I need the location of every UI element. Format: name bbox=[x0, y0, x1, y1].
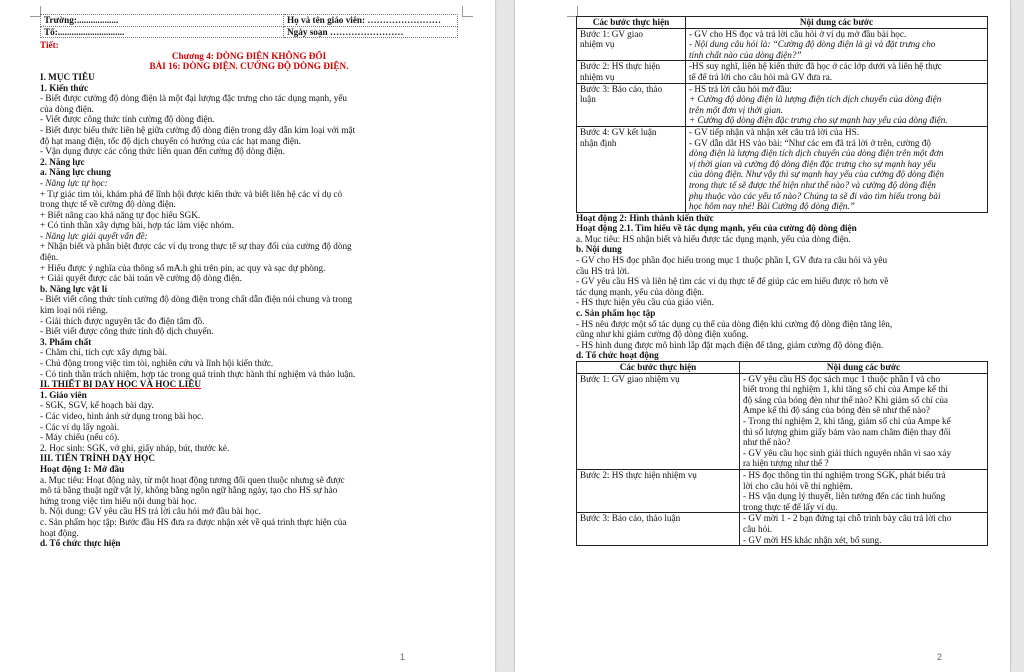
text-line: - Biết được cường độ dòng điện là một đại lượng đặc trưng cho tác dụng mạnh, yếu bbox=[40, 93, 347, 104]
content-line: biết trong thí nghiệm 1, khi tăng số chỉ của Ampe kế thì bbox=[743, 384, 948, 395]
table-header: Các bước thực hiện bbox=[577, 17, 686, 29]
page-2-body bbox=[576, 213, 988, 361]
text-line: + Giải quyết được các bài toán về cường độ dòng điện. bbox=[40, 273, 242, 284]
text-line: c. Sản phẩm học tập bbox=[576, 308, 656, 319]
table-header: Các bước thực hiện bbox=[577, 362, 740, 374]
table-row bbox=[577, 28, 988, 61]
page-number: 2 bbox=[937, 652, 943, 662]
content-line: - GV yêu cầu học sinh giải thích nguyên nhân vì sao xảy bbox=[743, 447, 952, 458]
text-line: a. Mục tiêu: Hoạt động này, từ một hoạt động tương đối quen thuộc nhưng sẽ được bbox=[40, 474, 345, 485]
text-line: hoạt động. bbox=[40, 527, 79, 538]
text-line: II. THIẾT BỊ DẠY HỌC VÀ HỌC LIỆU bbox=[40, 379, 201, 390]
content-line: như thế nào? bbox=[743, 437, 791, 448]
content-line: trong thực tế để lấy ví dụ. bbox=[743, 501, 838, 512]
content-line: Ampe kế thì độ sáng của bóng đèn sẽ như thế nào? bbox=[743, 405, 930, 416]
text-line: a. Mục tiêu: HS nhận biết và hiểu được tác dụng mạnh, yếu của dòng điện. bbox=[576, 233, 851, 244]
content-line: trong thực tế sẽ được thể hiện như thế nào? và cường độ dòng điện bbox=[689, 179, 936, 190]
content-line: - GV mời HS khác nhận xét, bổ sung. bbox=[743, 534, 882, 545]
text-line: - GV yêu cầu HS và liên hệ tìm các ví dụ thực tế để giúp các em hiểu được rõ hơn về bbox=[576, 276, 889, 287]
steps-table-1 bbox=[576, 16, 988, 213]
text-line: - Năng lực tự học: bbox=[40, 177, 108, 188]
step-line: Bước 4: GV kết luận bbox=[580, 126, 657, 137]
page-1-content bbox=[40, 14, 458, 549]
text-line: - HS thực hiện yêu cầu của giáo viên. bbox=[576, 297, 714, 308]
page-2-content bbox=[576, 16, 988, 546]
content-line: tính chất nào của dòng điện?” bbox=[689, 49, 802, 60]
text-line: độ hạt mang điện, tốc độ dịch chuyển có hướng của các hạt mang điện. bbox=[40, 135, 301, 146]
text-line: - Biết viết được công thức tính độ dịch chuyển. bbox=[40, 326, 214, 337]
content-line: dòng điện là lượng điện tích dịch chuyển của dòng điện trên một đơn bbox=[689, 148, 944, 159]
school-field: Trường:.................. bbox=[41, 15, 284, 27]
step-cell bbox=[577, 61, 686, 83]
text-line: Hoạt động 2.1. Tìm hiểu về tác dụng mạnh, yếu của cường độ dòng điện bbox=[576, 223, 857, 234]
step-cell bbox=[577, 28, 686, 61]
content-cell bbox=[740, 373, 988, 469]
steps-table-2 bbox=[576, 361, 988, 546]
text-line: - Viết được công thức tính cường độ dòng điện. bbox=[40, 114, 215, 125]
text-line: + Hiểu được ý nghĩa của thông số mA.h ghi trên pin, ac quy và sạc dự phòng. bbox=[40, 262, 326, 273]
step-line: nhiệm vụ bbox=[580, 71, 615, 82]
text-line: - Các video, hình ảnh sử dụng trong bài học. bbox=[40, 410, 204, 421]
content-line: câu hỏi. bbox=[743, 523, 773, 534]
text-line: 3. Phẩm chất bbox=[40, 336, 92, 347]
content-line: - HS vận dụng lý thuyết, liên tưởng đến các tình huống bbox=[743, 491, 946, 502]
text-line: điện. bbox=[40, 252, 59, 263]
content-cell bbox=[740, 469, 988, 512]
content-line: - Trong thí nghiệm 2, khi tăng, giảm số chỉ của Ampe kế bbox=[743, 415, 951, 426]
content-line: - Nội dung câu hỏi là: “Cường độ dòng điện là gì và đặt trưng cho bbox=[689, 39, 936, 50]
tiet-label: Tiết: bbox=[40, 40, 59, 51]
text-line: 1. Giáo viên bbox=[40, 389, 87, 400]
step-cell bbox=[577, 469, 740, 512]
text-line: Hoạt động 2: Hình thành kiến thức bbox=[576, 212, 714, 223]
table-row bbox=[577, 469, 988, 512]
step-line: Bước 2: HS thực hiện nhiệm vụ bbox=[580, 469, 697, 480]
content-cell bbox=[686, 61, 988, 83]
document-page-1 bbox=[0, 0, 495, 672]
text-line: 2. Năng lực bbox=[40, 156, 85, 167]
page-1-body bbox=[40, 72, 458, 549]
text-line: - Biết được biểu thức liên hệ giữa cường độ dòng điện trong dây dẫn kim loại với mật bbox=[40, 124, 356, 135]
content-line: + Cường độ dòng điện đặc trưng cho sự mạnh hay yếu của dòng điện. bbox=[689, 115, 948, 126]
text-line: Hoạt động 1: Mở đầu bbox=[40, 463, 125, 474]
page-number: 1 bbox=[400, 652, 406, 662]
content-line: lời cho câu hỏi về thí nghiệm. bbox=[743, 480, 853, 491]
page-corner-mark bbox=[462, 6, 473, 17]
text-line: - Biết viết công thức tính cường độ dòng điện trong chất dẫn điện nói chung và trong bbox=[40, 294, 353, 305]
text-line: + Biết nâng cao khả năng tự đọc hiểu SGK. bbox=[40, 209, 201, 220]
content-line: - HS trả lời câu hỏi mở đầu: bbox=[689, 83, 792, 94]
content-line: + Cường độ dòng điện là lượng điện tích dịch chuyển của dòng điện bbox=[689, 94, 942, 105]
chapter-title: Chương 4: DÒNG ĐIỆN KHÔNG ĐỔI bbox=[171, 50, 327, 61]
table-header: Nội dung các bước bbox=[740, 362, 988, 374]
text-line: c. Sản phẩm học tập: Bước đầu HS đưa ra được nhận xét về quá trình thực hiện của bbox=[40, 516, 347, 527]
content-cell bbox=[740, 513, 988, 546]
text-line: b. Năng lực vật lí bbox=[40, 283, 108, 294]
content-cell bbox=[686, 126, 988, 212]
step-line: Bước 3: Báo cáo, thảo luận bbox=[580, 513, 681, 524]
content-line: - GV cho HS đọc và trả lời câu hỏi ở ví dụ mở đầu bài học. bbox=[689, 28, 907, 39]
text-line: cầu HS trả lời. bbox=[576, 265, 630, 276]
content-line: tế để trả lời cho câu hỏi mà GV đưa ra. bbox=[689, 71, 833, 82]
content-line: - GV dẫn dắt HS vào bài: “Như các em đã trả lời ở trên, cường độ bbox=[689, 137, 931, 148]
content-line: - HS đọc thông tin thí nghiệm trong SGK, phát biểu trả bbox=[743, 469, 946, 480]
text-line: + Tự giác tìm tòi, khám phá để lĩnh hội được kiến thức và biết liên hệ các ví dụ có bbox=[40, 188, 343, 199]
table-header: Nội dung các bước bbox=[686, 17, 988, 29]
table-row bbox=[577, 373, 988, 469]
content-cell bbox=[686, 28, 988, 61]
document-page-2 bbox=[515, 0, 1010, 672]
content-line: trên một đơn vị thời gian. bbox=[689, 104, 784, 115]
table-row bbox=[577, 61, 988, 83]
content-line: - GV yêu cầu HS đọc sách mục 1 thuộc phần I và cho bbox=[743, 373, 941, 384]
text-line: b. Nội dung bbox=[576, 244, 622, 255]
content-line: thì số lượng ghim giấy bám vào nam châm điện thay đổi bbox=[743, 426, 951, 437]
step-line: nhiệm vụ bbox=[580, 39, 615, 50]
text-line: a. Năng lực chung bbox=[40, 167, 111, 178]
text-line: hứng trong việc tìm hiểu nội dung bài học. bbox=[40, 495, 197, 506]
step-cell bbox=[577, 373, 740, 469]
content-line: - GV tiếp nhận và nhận xét câu trả lời của HS. bbox=[689, 126, 860, 137]
step-cell bbox=[577, 126, 686, 212]
lesson-title: BÀI 16: DÒNG ĐIỆN. CƯỜNG ĐỘ DÒNG ĐIỆN. bbox=[149, 61, 349, 72]
text-line: + Có tinh thần xây dựng bài, hợp tác làm việc nhóm. bbox=[40, 220, 234, 231]
step-line: luận bbox=[580, 94, 596, 105]
teacher-field: Họ và tên giáo viên: …………………… bbox=[284, 15, 458, 27]
text-line: b. Nội dung: GV yêu cầu HS trả lời câu hỏi mở đầu bài học. bbox=[40, 506, 261, 517]
text-line: kim loại nói riêng. bbox=[40, 305, 108, 316]
content-line: vị thời gian và cường độ dòng điện đặc trưng cho sự mạnh hay yếu bbox=[689, 158, 936, 169]
step-line: Bước 1: GV giao nhiệm vụ bbox=[580, 373, 680, 384]
text-line: - Giải thích được nguyên tắc đo điện tâm đồ. bbox=[40, 315, 205, 326]
header-table bbox=[40, 14, 458, 38]
step-cell bbox=[577, 513, 740, 546]
content-cell bbox=[686, 83, 988, 126]
text-line: 1. Kiến thức bbox=[40, 82, 89, 93]
table-row bbox=[577, 126, 988, 212]
content-line: -HS suy nghĩ, liên hệ kiến thức đã học ở các lớp dưới và liên hệ thực bbox=[689, 61, 942, 72]
text-line: + Nhận biết và phân biệt được các ví dụ trong thực tế sự thay đổi của cường độ dòng bbox=[40, 241, 352, 252]
text-line: - Năng lực giải quyết vấn đề: bbox=[40, 230, 148, 241]
text-line: d. Tổ chức hoạt động bbox=[576, 350, 659, 361]
date-field: Ngày soạn …………………… bbox=[284, 26, 458, 38]
text-line: của dòng điện. bbox=[40, 103, 94, 114]
text-line: - SGK, SGV, kế hoạch bài dạy. bbox=[40, 400, 154, 411]
text-line: tác dụng mạnh, yếu của dòng điện. bbox=[576, 286, 705, 297]
text-line: III. TIẾN TRÌNH DẠY HỌC bbox=[40, 453, 155, 464]
text-line: - Có tinh thần trách nhiệm, hợp tác trong quá trình thực hành thí nghiệm và thảo luận. bbox=[40, 368, 356, 379]
text-line: 2. Học sinh: SGK, vở ghi, giấy nháp, bút, thước kẻ. bbox=[40, 442, 230, 453]
content-line: độ sáng của bóng đèn như thế nào? Khi giảm số chỉ của bbox=[743, 394, 949, 405]
step-line: Bước 2: HS thực hiện bbox=[580, 61, 661, 72]
text-line: - Vận dụng được các công thức liên quan đến cường độ dòng điện. bbox=[40, 146, 285, 157]
table-row bbox=[577, 83, 988, 126]
content-line: - GV mời 1 - 2 bạn đứng tại chỗ trình bày câu trả lời cho bbox=[743, 513, 952, 524]
group-field: Tổ:............................. bbox=[41, 26, 284, 38]
text-line: - HS nêu được một số tác dụng cụ thể của dòng điện khi cường độ dòng điện tăng lên, bbox=[576, 318, 893, 329]
text-line: I. MỤC TIÊU bbox=[40, 71, 95, 82]
step-line: Bước 3: Báo cáo, thảo bbox=[580, 83, 663, 94]
text-line: cũng như khi giảm cường độ dòng điện xuống. bbox=[576, 329, 749, 340]
content-line: của dòng điện. Như vậy thì sự mạnh hay yếu của cường độ dòng điện bbox=[689, 169, 944, 180]
text-line: d. Tổ chức thực hiện bbox=[40, 538, 121, 549]
text-line: - Các ví dụ lấy ngoài. bbox=[40, 421, 120, 432]
text-line: - Chăm chỉ, tích cực xây dựng bài. bbox=[40, 347, 168, 358]
text-line: mô tả bằng thuật ngữ vật lý, không bằng ngôn ngữ hằng ngày, tạo cho HS sự hào bbox=[40, 485, 338, 496]
step-line: Bước 1: GV giao bbox=[580, 28, 644, 39]
text-line: - Chủ động trong việc tìm tòi, nghiên cứu và lĩnh hội kiến thức. bbox=[40, 358, 274, 368]
table-row bbox=[577, 513, 988, 546]
content-line: học hôm nay nhé! Bài Cường độ dòng điện.” bbox=[689, 201, 855, 212]
content-line: ra hiện tượng như thế ? bbox=[743, 458, 829, 469]
text-line: - HS hình dung được mô hình lắp đặt mạch điện để tăng, giảm cường độ dòng điện. bbox=[576, 339, 884, 350]
content-line: phụ thuộc vào các yếu tố nào? Chúng ta sẽ đi vào tìm hiểu trong bài bbox=[689, 190, 941, 201]
step-line: nhận định bbox=[580, 137, 617, 148]
step-cell bbox=[577, 83, 686, 126]
text-line: - GV cho HS đọc phần đọc hiểu trong mục 1 thuộc phần I, GV đưa ra câu hỏi và yêu bbox=[576, 255, 888, 266]
text-line: trong thực tế về cường độ dòng điện. bbox=[40, 199, 176, 210]
text-line: - Máy chiếu (nếu có). bbox=[40, 432, 120, 443]
